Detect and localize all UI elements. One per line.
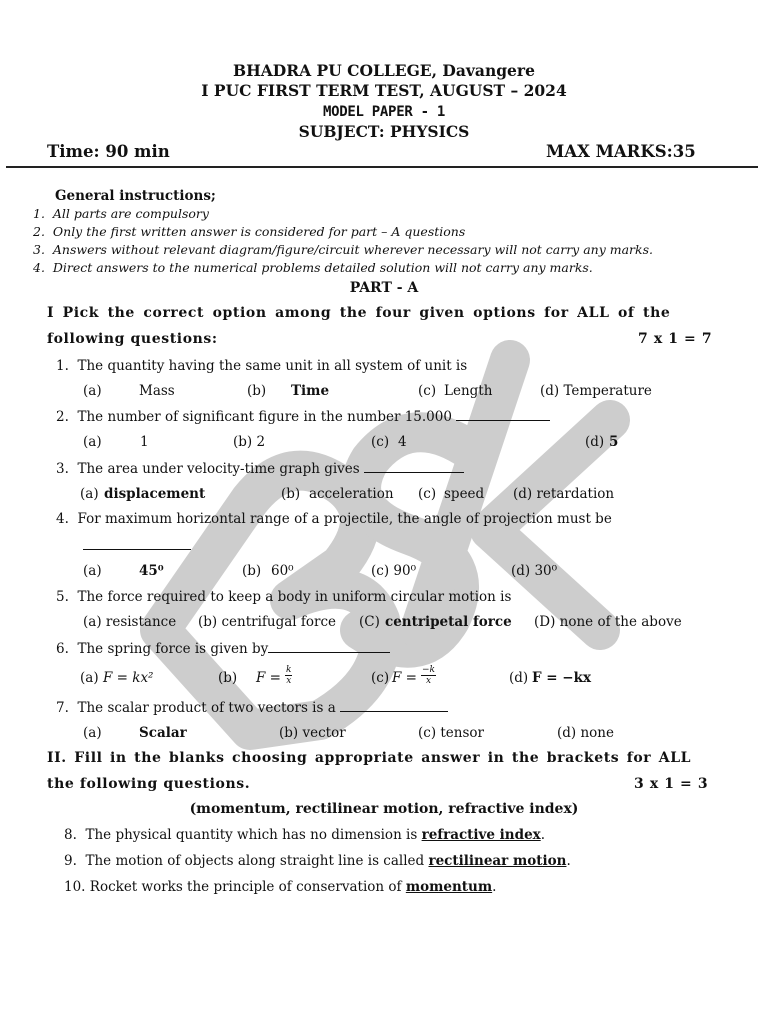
part-a-title: PART - A (349, 280, 419, 296)
question-3: 3. The area under velocity-time graph gives (56, 460, 464, 477)
time-label: Time: 90 min (47, 142, 170, 161)
answer-text: refractive index (421, 827, 541, 843)
question-7: 7. The scalar product of two vectors is a (56, 699, 448, 716)
question-10: 10. Rocket works the principle of conservation of momentum. (64, 879, 497, 895)
option-b: (b) (247, 383, 267, 399)
option-a: (a) resistance (83, 614, 177, 630)
instruction-item: 4. Direct answers to the numerical problems detailed solution will not carry any marks. (33, 260, 593, 275)
option-c: (c) (418, 486, 437, 502)
option-d: (d) retardation (513, 486, 615, 502)
option-c-text: centripetal force (385, 614, 512, 630)
option-c-text: Length (444, 383, 493, 399)
option-a: (a) (83, 563, 102, 579)
max-marks-label: MAX MARKS:35 (546, 142, 696, 161)
option-b: (b) (242, 563, 262, 579)
option-d: (d) 30⁰ (511, 563, 558, 579)
answer-blank (83, 537, 191, 550)
section2-heading-line1: II. Fill in the blanks choosing appropriate answer in the brackets for ALL (47, 750, 692, 766)
option-c: (c) (418, 383, 437, 399)
section1-heading-line2: following questions: (47, 331, 218, 347)
option-b-text: acceleration (309, 486, 394, 502)
header-divider (6, 166, 758, 168)
option-b-fraction: $\frac{k}{x}$ (286, 665, 292, 686)
option-a: (a) (83, 434, 102, 450)
section1-heading-line1: I Pick the correct option among the four given options for ALL of the (47, 305, 671, 321)
option-a-text: Mass (139, 383, 175, 399)
option-a-text: 45⁰ (139, 563, 164, 579)
section2-marks: 3 x 1 = 3 (634, 776, 709, 792)
option-b: (b) centrifugal force (198, 614, 337, 630)
answer-text: rectilinear motion (428, 853, 567, 869)
answer-blank (268, 640, 390, 653)
option-b: (b) (218, 670, 238, 686)
option-b-formula: F = (256, 670, 281, 686)
option-c-text: speed (444, 486, 485, 502)
option-a-formula: F = kx² (103, 670, 154, 686)
section2-heading-line2: the following questions. (47, 776, 251, 792)
option-a-text: 1 (140, 434, 149, 450)
option-a: (a) (83, 725, 102, 741)
option-c-formula: F = (392, 670, 417, 686)
answer-blank (456, 408, 550, 421)
option-d-formula: F = −kx (532, 670, 592, 686)
question-6: 6. The spring force is given by (56, 640, 390, 657)
option-d-text: 5 (609, 434, 619, 450)
option-d: (D) none of the above (534, 614, 682, 630)
instructions-title: General instructions; (55, 188, 216, 204)
option-c: (C) (359, 614, 380, 630)
question-1: 1. The quantity having the same unit in all system of unit is (56, 358, 468, 374)
model-paper-title: MODEL PAPER - 1 (323, 104, 445, 120)
instruction-item: 2. Only the first written answer is considered for part – A questions (33, 224, 466, 239)
question-9: 9. The motion of objects along straight line is called rectilinear motion. (64, 853, 571, 869)
section2-choices: (momentum, rectilinear motion, refractive index) (189, 801, 579, 817)
option-c: (c) (371, 670, 390, 686)
option-d: (d) none (557, 725, 614, 741)
option-a: (a) (80, 486, 99, 502)
answer-blank (364, 460, 464, 473)
subject-title: SUBJECT: PHYSICS (298, 122, 470, 141)
option-d: (d) (509, 670, 529, 686)
test-title: I PUC FIRST TERM TEST, AUGUST – 2024 (201, 81, 567, 100)
section1-marks: 7 x 1 = 7 (638, 331, 713, 347)
option-b-text: Time (291, 383, 330, 399)
option-a: (a) (83, 383, 102, 399)
answer-blank (340, 699, 448, 712)
option-a-text: Scalar (139, 725, 187, 741)
option-c-text: 4 (398, 434, 407, 450)
option-a-text: displacement (104, 486, 206, 502)
college-name: BHADRA PU COLLEGE, Davangere (233, 61, 535, 80)
option-b: (b) 2 (233, 434, 266, 450)
option-c: (c) tensor (418, 725, 485, 741)
instruction-item: 3. Answers without relevant diagram/figure/circuit wherever necessary will not carry any marks. (33, 242, 653, 257)
option-d: (d) (585, 434, 605, 450)
option-b: (b) (281, 486, 301, 502)
question-4: 4. For maximum horizontal range of a projectile, the angle of projection must be (56, 511, 612, 527)
answer-text: momentum (405, 879, 493, 895)
question-8: 8. The physical quantity which has no dimension is refractive index. (64, 827, 545, 843)
instruction-item: 1. All parts are compulsory (33, 206, 209, 221)
option-c: (c) 90⁰ (371, 563, 416, 579)
option-d: (d) Temperature (540, 383, 652, 399)
question-5: 5. The force required to keep a body in uniform circular motion is (56, 589, 512, 605)
option-b-text: 60⁰ (271, 563, 294, 579)
option-c: (c) (371, 434, 390, 450)
question-2: 2. The number of significant figure in the number 15.000 (56, 408, 550, 425)
option-b: (b) vector (279, 725, 346, 741)
option-c-fraction: $\frac{-k}{x}$ (422, 665, 435, 686)
option-a: (a) (80, 670, 99, 686)
